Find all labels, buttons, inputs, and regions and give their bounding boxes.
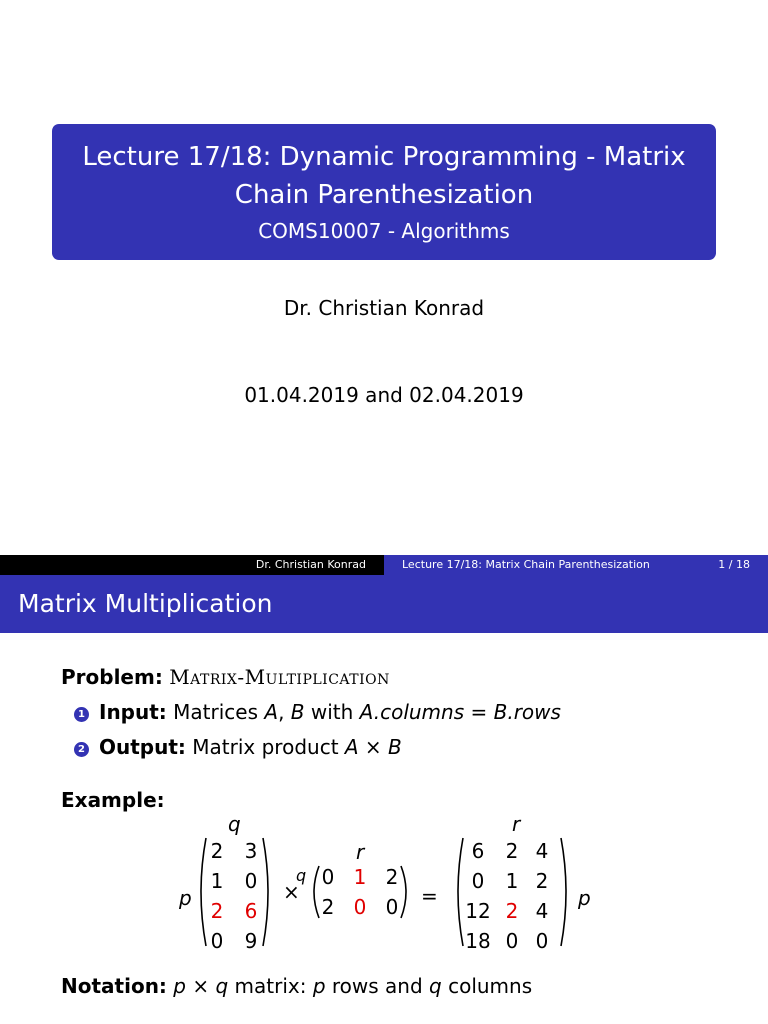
list-item-input [74, 699, 561, 725]
times-sign: × [283, 880, 300, 904]
matrix-b [316, 862, 404, 922]
notation-line [61, 973, 532, 999]
matrix-b-cell-1-3: 2 [385, 865, 399, 889]
example-label: Example: [61, 788, 165, 812]
footer-info [384, 555, 768, 575]
matrix-c-cell-3-3: 4 [535, 899, 549, 923]
matrix-c-cell-3-2: 2 [505, 899, 519, 923]
equals-sign: = [421, 884, 438, 908]
matrix-c-cell-4-2: 0 [505, 929, 519, 953]
matrix-c-cell-1-3: 4 [535, 839, 549, 863]
matrix-a-cell-3-2: 6 [244, 899, 258, 923]
label-q-mid: q [296, 866, 307, 885]
math-a: A [264, 700, 279, 724]
label-p-right: p [578, 886, 591, 910]
matrix-a-cell-2-2: 0 [244, 869, 258, 893]
matrix-a-cell-4-2: 9 [244, 929, 258, 953]
math-b-rows: B.rows [493, 700, 561, 724]
notation-cols: columns [441, 974, 533, 998]
input-label: Input: [99, 700, 167, 724]
input-text: Matrices [173, 700, 265, 724]
label-p-left: p [179, 886, 192, 910]
math-equals: = [464, 700, 494, 724]
author-name: Dr. Christian Konrad [283, 296, 485, 320]
matrix-c-cell-4-1: 18 [465, 929, 491, 953]
matrix-b-cell-2-1: 2 [321, 895, 335, 919]
course-subtitle: COMS10007 - Algorithms [258, 219, 510, 243]
matrix-c-right-paren [560, 836, 572, 948]
matrix-a-cell-3-1: 2 [210, 899, 224, 923]
matrix-b-cell-2-2: 0 [353, 895, 367, 919]
matrix-b-right-paren [400, 864, 412, 920]
output-text: Matrix product [192, 735, 345, 759]
label-q-top: q [228, 812, 241, 836]
matrix-a-right-paren [262, 836, 274, 948]
footer-page-number: 1 / 18 [718, 558, 750, 571]
title-block [52, 124, 716, 260]
matrix-a-cell-1-2: 3 [244, 839, 258, 863]
matrix-b-cell-1-2: 1 [353, 865, 367, 889]
problem-label: Problem: [61, 665, 163, 689]
matrix-a-cell-2-1: 1 [210, 869, 224, 893]
matrix-c-cell-2-2: 1 [505, 869, 519, 893]
matrix-a-cell-4-1: 0 [210, 929, 224, 953]
math-b: B [290, 700, 305, 724]
footer-bar [0, 555, 768, 575]
matrix-a [205, 836, 263, 956]
problem-line [61, 664, 390, 690]
input-with: with [304, 700, 360, 724]
footer-author: Dr. Christian Konrad [0, 555, 384, 575]
label-r-mid: r [356, 840, 365, 864]
matrix-b-cell-1-1: 0 [321, 865, 335, 889]
bullet-number-2: 2 [74, 742, 89, 757]
matrix-c-cell-3-1: 12 [465, 899, 491, 923]
bullet-number-1: 1 [74, 707, 89, 722]
frame-title: Matrix Multiplication [0, 575, 768, 633]
math-product: A × B [344, 735, 402, 759]
notation-text: matrix: [228, 974, 313, 998]
matrix-c-cell-1-1: 6 [471, 839, 485, 863]
notation-label: Notation: [61, 974, 167, 998]
matrix-c-cell-4-3: 0 [535, 929, 549, 953]
label-r-top: r [512, 812, 521, 836]
problem-name: Matrix-Multiplication [169, 665, 390, 689]
matrix-a-cell-1-1: 2 [210, 839, 224, 863]
notation-rows: rows and [325, 974, 430, 998]
matrix-c-cell-1-2: 2 [505, 839, 519, 863]
output-label: Output: [99, 735, 186, 759]
matrix-c-cell-2-3: 2 [535, 869, 549, 893]
math-sep: , [278, 700, 291, 724]
footer-short-title: Lecture 17/18: Matrix Chain Parenthesization [402, 558, 650, 571]
matrix-c [462, 836, 554, 956]
lecture-title: Lecture 17/18: Dynamic Programming - Matrix Chain Parenthesization [82, 142, 686, 210]
notation-q: q [429, 974, 442, 998]
notation-expr: p × q [173, 974, 229, 998]
math-a-columns: A.columns [359, 700, 465, 724]
matrix-b-cell-2-3: 0 [385, 895, 399, 919]
notation-p: p [312, 974, 326, 998]
list-item-output [74, 734, 402, 760]
matrix-c-cell-2-1: 0 [471, 869, 485, 893]
lecture-date: 01.04.2019 and 02.04.2019 [244, 383, 524, 407]
